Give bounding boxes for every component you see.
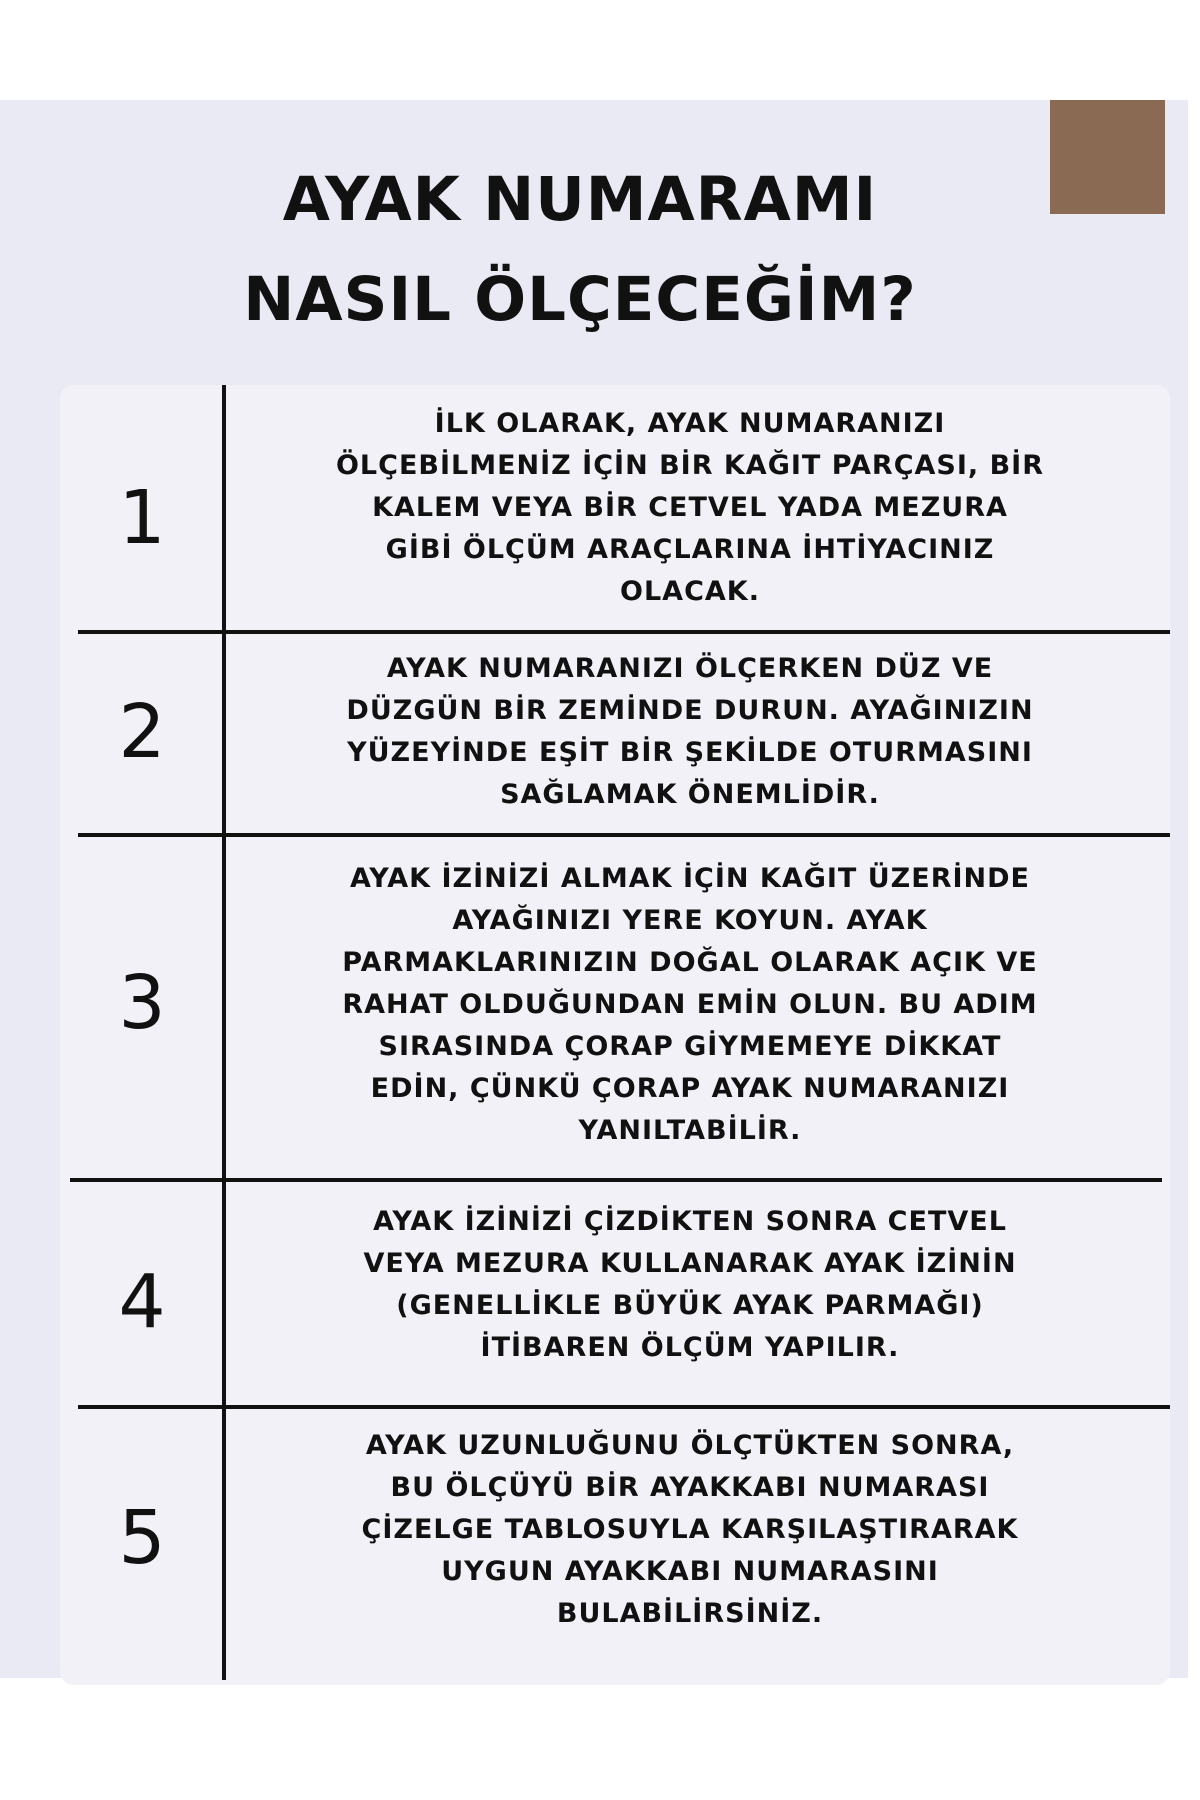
step-text-line: UYGUN AYAKKABI NUMARASINI <box>441 1556 939 1587</box>
step-text-line: AYAĞINIZI YERE KOYUN. AYAK <box>452 905 928 936</box>
step-text-line: ÇİZELGE TABLOSUYLA KARŞILAŞTIRARAK <box>361 1514 1019 1545</box>
step-number: 2 <box>118 689 166 775</box>
step-text <box>250 403 1130 613</box>
step-text-line: VEYA MEZURA KULLANARAK AYAK İZİNİN <box>363 1248 1017 1279</box>
title-line-2: NASIL ÖLÇECEĞİM? <box>243 264 917 335</box>
step-text-line: SIRASINDA ÇORAP GİYMEMEYE DİKKAT <box>378 1031 1002 1062</box>
step-text-line: İLK OLARAK, AYAK NUMARANIZI <box>434 408 946 439</box>
step-text-line: AYAK NUMARANIZI ÖLÇERKEN DÜZ VE <box>386 653 994 684</box>
step-text-line: DÜZGÜN BİR ZEMİNDE DURUN. AYAĞINIZIN <box>346 695 1034 726</box>
step-text-line: YANILTABİLİR. <box>578 1115 802 1146</box>
step-number: 5 <box>118 1495 166 1581</box>
step-text-line: GİBİ ÖLÇÜM ARAÇLARINA İHTİYACINIZ <box>385 534 995 565</box>
step-text <box>250 1425 1130 1635</box>
accent-color-block <box>1050 100 1165 214</box>
table-column-divider <box>222 385 226 1680</box>
title-line-1: AYAK NUMARAMI <box>282 164 878 235</box>
step-text-line: YÜZEYİNDE EŞİT BİR ŞEKİLDE OTURMASINI <box>347 737 1033 768</box>
row-divider <box>78 833 1170 837</box>
row-divider <box>78 1405 1170 1409</box>
step-text-line: AYAK İZİNİZİ ÇİZDİKTEN SONRA CETVEL <box>373 1206 1007 1237</box>
step-text-line: ÖLÇEBİLMENİZ İÇİN BİR KAĞIT PARÇASI, BİR <box>335 450 1044 481</box>
row-divider <box>78 630 1170 634</box>
step-text-line: SAĞLAMAK ÖNEMLİDİR. <box>500 779 880 810</box>
step-number: 4 <box>118 1259 166 1345</box>
step-number: 1 <box>118 475 166 561</box>
step-text-line: BU ÖLÇÜYÜ BİR AYAKKABI NUMARASI <box>390 1472 990 1503</box>
step-text <box>250 858 1130 1152</box>
step-text-line: PARMAKLARINIZIN DOĞAL OLARAK AÇIK VE <box>342 947 1038 978</box>
page-title <box>150 150 1010 350</box>
step-text-line: RAHAT OLDUĞUNDAN EMİN OLUN. BU ADIM <box>342 989 1038 1020</box>
step-text <box>250 648 1130 816</box>
step-text-line: BULABİLİRSİNİZ. <box>556 1598 824 1629</box>
step-text-line: AYAK UZUNLUĞUNU ÖLÇTÜKTEN SONRA, <box>365 1430 1015 1461</box>
row-divider <box>70 1178 1162 1182</box>
step-text-line: EDİN, ÇÜNKÜ ÇORAP AYAK NUMARANIZI <box>370 1073 1010 1104</box>
step-text-line: OLACAK. <box>620 576 760 607</box>
step-text-line: AYAK İZİNİZİ ALMAK İÇİN KAĞIT ÜZERİNDE <box>349 863 1030 894</box>
step-text-line: (GENELLİKLE BÜYÜK AYAK PARMAĞI) <box>396 1290 984 1321</box>
step-text <box>250 1201 1130 1369</box>
step-text-line: İTİBAREN ÖLÇÜM YAPILIR. <box>480 1332 900 1363</box>
step-text-line: KALEM VEYA BİR CETVEL YADA MEZURA <box>372 492 1008 523</box>
step-number: 3 <box>118 960 166 1046</box>
